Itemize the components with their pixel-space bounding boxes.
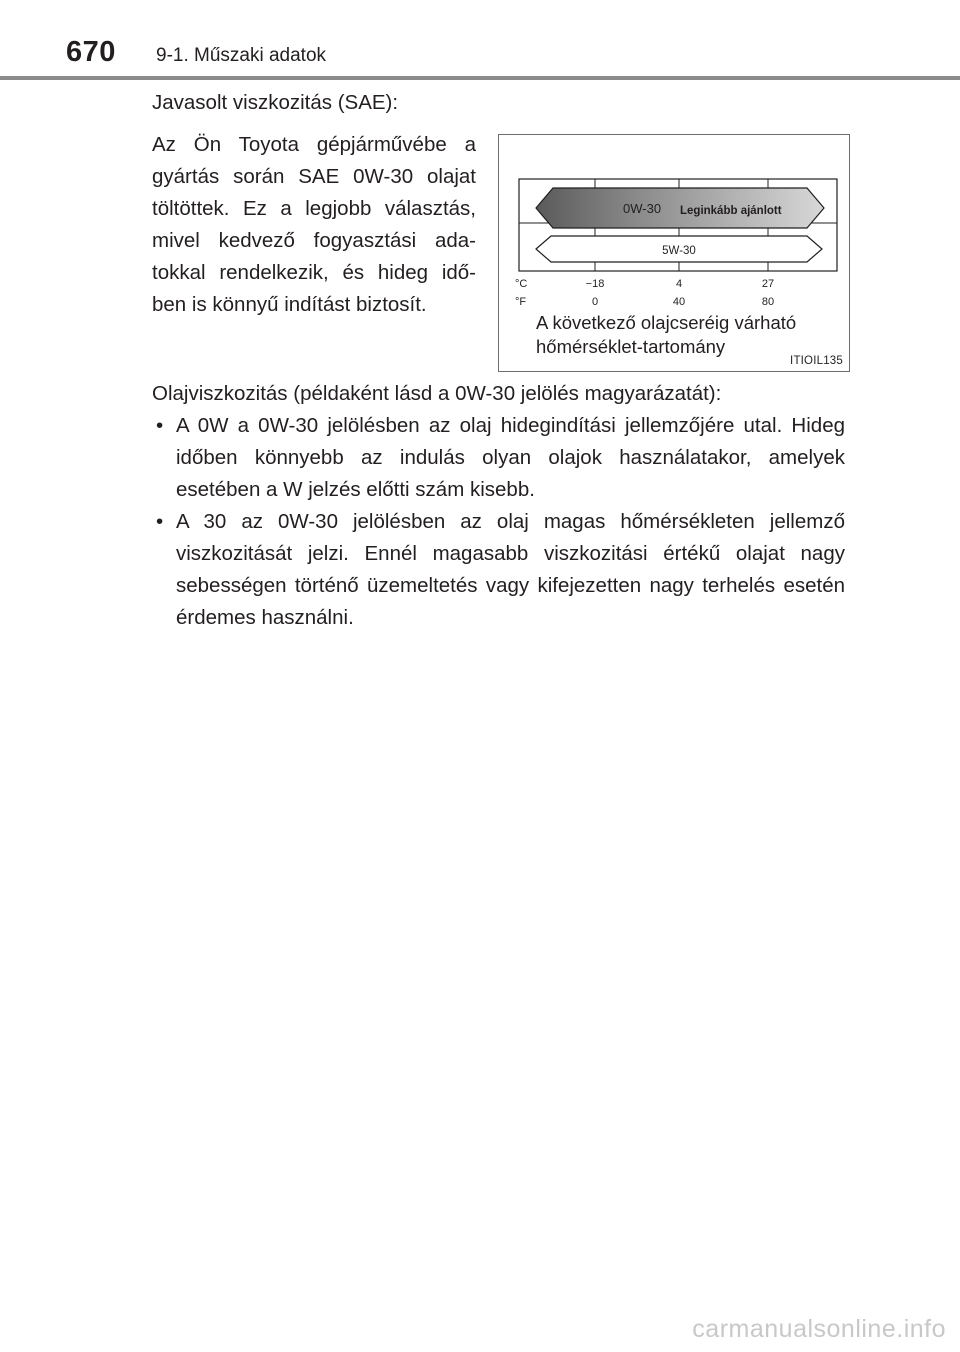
caption-line-1: A következő olajcseréig várható [536, 312, 797, 333]
caption-line-2: hőmérséklet-tartomány [536, 336, 726, 357]
bullet-marker: • [156, 510, 164, 533]
tick-c-1: −18 [585, 278, 605, 290]
tick-c-3: 27 [761, 278, 775, 290]
list-item [152, 410, 845, 506]
explanation-heading: Olajviszkozitás (példaként lásd a 0W-30 jelölés magyarázatát): [152, 382, 722, 405]
figure-code: ITIOIL135 [790, 355, 843, 367]
label-0w30: 0W-30 [623, 201, 662, 216]
bullet-text: A 30 az 0W-30 jelölésben az olaj magas hőmérsékleten jellemző viszkozitását jelzi. Ennél magasabb viszkozitási értékű olajat nagy sebességen történő üzemeltetés vagy kifejezetten nagy terhelés esetén érdemes használni. [176, 510, 845, 629]
section-title: 9-1. Műszaki adatok [156, 45, 327, 66]
viscosity-subheading: Javasolt viszkozitás (SAE): [152, 91, 399, 114]
page-number: 670 [66, 36, 116, 68]
viscosity-figure [498, 134, 850, 372]
tick-c-2: 4 [675, 278, 683, 290]
tick-f-1: 0 [591, 296, 599, 308]
label-5w30: 5W-30 [662, 245, 696, 257]
bullet-marker: • [156, 414, 164, 437]
intro-paragraph: Az Ön Toyota gépjárművébe a gyártás során SAE 0W-30 olajat töltöttek. Ez a legjobb választás, mivel kedvező fogyasztási ada-tokkal rendelkezik, és hideg idő-ben is könnyű indítást biztosít. [152, 133, 476, 316]
bullet-list [152, 410, 845, 634]
watermark: carmanualsonline.info [692, 1315, 946, 1343]
unit-fahrenheit: °F [515, 296, 527, 308]
header-rule [0, 76, 960, 80]
unit-celsius: °C [515, 278, 528, 290]
tick-f-2: 40 [672, 296, 686, 308]
tick-f-3: 80 [761, 296, 775, 308]
figure-caption [536, 311, 846, 359]
bullet-text: A 0W a 0W-30 jelölésben az olaj hidegindítási jellemzőjére utal. Hideg időben könnyebb az indulás olyan olajok használatakor, amelyek esetében a W jelzés előtti szám kisebb. [176, 414, 845, 501]
label-recommended: Leginkább ajánlott [680, 205, 782, 217]
list-item [152, 506, 845, 634]
